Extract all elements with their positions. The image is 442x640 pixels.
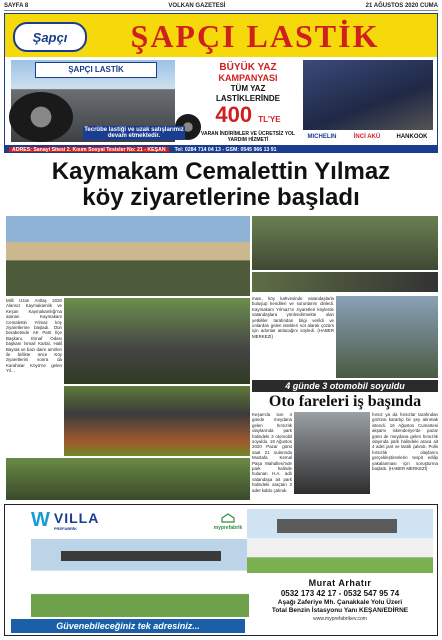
brand-logo-1: MICHELIN (307, 134, 337, 140)
contact-name: Murat Arhatır (308, 578, 372, 588)
brand-logos (301, 132, 433, 142)
story2-subhead: 4 günde 3 otomobil soyuldu (252, 380, 438, 392)
ad-slogan: Tecrübe lastiği ve uzak satışlarımız devam etmektedir. (84, 127, 184, 139)
market-photo (64, 386, 250, 456)
contact-phones: 0532 173 42 17 - 0532 547 95 74 (280, 589, 400, 598)
story2-column-2: hırsız ya da hırsızlar tarafından gözünü karartıp bir şey alınmak istendi. 16 Ağustos Cumartesi akşamı iskenderiye'de pazar günü de meydana gelen hırsızlık olayında park halindeki araca ait 4 adet jant ve lastik çalındı. Polis hırsızlık olaylarını gerçekleştirenlerin tespit edilip yakalanması için soruşturma başlattı. (HABER MERKEZİ) (372, 412, 438, 472)
ad-brand-title: ŞAPÇI LASTİK (130, 18, 380, 54)
promo-currency: TL'YE (258, 115, 281, 124)
brand-logo-2: İNCİ AKÜ (353, 134, 381, 140)
promo-block (199, 62, 297, 143)
promo-price: 400 (215, 102, 253, 127)
myprefabrik-text: myprefabrik (213, 525, 243, 531)
villa-w-icon: W (31, 509, 50, 531)
promo-price-row (199, 104, 297, 131)
villa-sub: PREFABRİK (53, 525, 78, 531)
promo-line1: BÜYÜK YAZ (219, 62, 277, 73)
headline-line2: köy ziyaretlerine başladı (82, 184, 360, 211)
cafe-crowd-photo (6, 458, 250, 500)
village-photo (6, 216, 250, 296)
contact-address-2: Total Benzin İstasyonu Yanı KEŞAN/EDİRNE (271, 607, 409, 614)
article-column-2: ması, köy kahvesinde vatandaşlarla buluşup kendileri ve sorunlarını dinledi. Kaymakam Yılmaz'ın ziyaretleri köylerde vatandaşlara yönlendirmekte olan yetkililer tarafından bilgi verildi ve onlardan gelen istekleri not alarak çözüm için adımlar atılacağını söyledi. (HABER MERKEZİ) (252, 296, 334, 339)
officials-photo (64, 298, 250, 384)
story2-column-1: Keşan'da son 4 günde meydana gelen hırsızlık olaylarında park halindeki 3 otomobil soyuldu. 18 Ağustos 2020 Pazar günü saat 21 sularında Mustafa Kemal Paşa Mahallesi'nde park halinde bulunan H.A. adlı vatandaşa ait park halindeki araçtan 3 adet kablo çalındı. (252, 412, 292, 493)
tire-image (9, 92, 73, 142)
prefab-house-photo (247, 509, 433, 573)
villa-brand: VILLA (53, 509, 100, 526)
shop-sign: ŞAPÇI LASTİK (35, 62, 157, 78)
promo-line3: TÜM YAZ (230, 84, 266, 93)
promo-line2: KAMPANYASI (218, 73, 278, 83)
contact-block (247, 577, 433, 623)
article-column-1: Milli Uzan Antlaş 2020 Alansız Kaymakamlık ve Keşan Kaymakamlığı'na atanan Kaymakam Cemalettin Yılmaz köy ziyaretlerine başladı. Dün berabetinde AK Parti İlçe Başkanı, Esnaf Odası başkanı İsmail Kartal, Halil Bayrak ve bazı daire amirleri ile birlikte önce Köy ziyaretlerini sonra da Karahisar Köyü'ne gelen Yıl... (6, 298, 62, 374)
car-theft-photo (294, 412, 370, 494)
car-photo (303, 60, 433, 130)
ad-address-bar (5, 145, 438, 153)
ad-phone: Tel: 0284 714 04 13 - GSM: 0545 966 13 91 (174, 146, 277, 153)
contact-address-1: Aşağı Zaferiye Mh. Çanakkale Yolu Üzeri (277, 599, 403, 606)
ad-address: ADRES: Sanayi Sitesi 2. Kısım Sosyal Tesisler No: 21 - KEŞAN (9, 147, 169, 153)
crowd-photo (252, 216, 438, 270)
tire-shop-ad (4, 13, 438, 153)
page-number: SAYFA 8 (4, 3, 29, 9)
group-photo (252, 272, 438, 292)
villa-house-photo (31, 539, 249, 617)
newspaper-name: VOLKAN GAZETESİ (168, 3, 226, 9)
headline-line1: Kaymakam Cemalettin Yılmaz (51, 158, 391, 185)
brand-logo-3: HANKOOK (396, 134, 428, 140)
promo-note: VARAN İNDİRİMLER VE ÜCRETSİZ YOL YARDIM HİZMETİ (201, 131, 295, 143)
myprefabrik-logo (209, 513, 247, 539)
meeting-photo (336, 296, 438, 378)
story2-headline: Oto fareleri iş başında (268, 393, 422, 410)
ad-bottom-slogan: Güvenebileceğiniz tek adresiniz... (11, 619, 245, 633)
house-icon (221, 513, 235, 523)
issue-date: 21 AĞUSTOS 2020 CUMA (365, 3, 438, 9)
villa-text (54, 510, 99, 531)
page-header (4, 2, 438, 11)
sapci-logo: Şapçı (13, 22, 87, 52)
contact-website: www.myprefabrikev.com (313, 616, 367, 622)
prefab-ad (4, 504, 438, 636)
promo-line4: LASTİKLERİNDE (216, 94, 280, 103)
villa-logo (31, 509, 119, 531)
